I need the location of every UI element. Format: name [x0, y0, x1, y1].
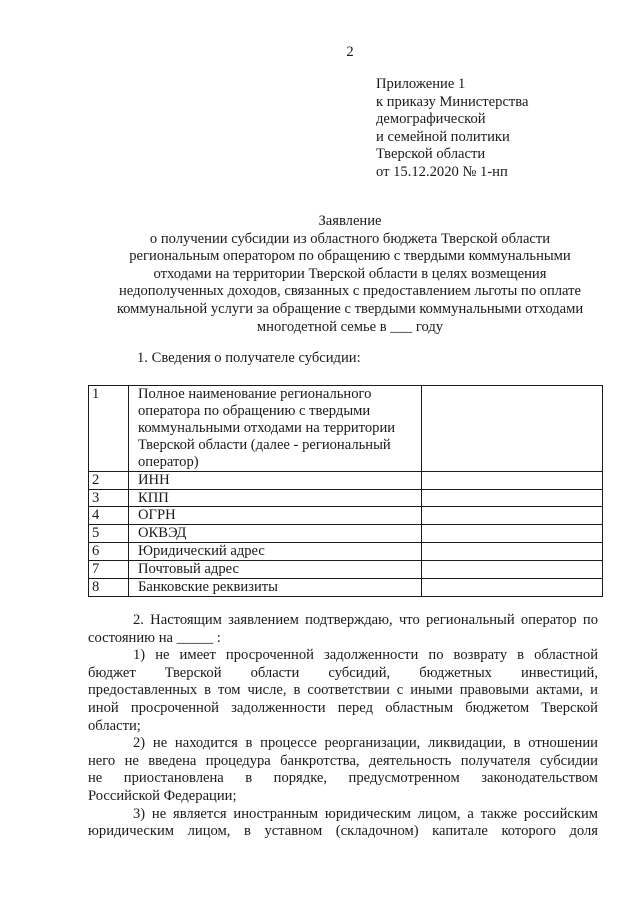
table-row — [89, 489, 603, 507]
table-row — [89, 561, 603, 579]
body-line: бюджет Тверской области субсидий, бюджетных инвестиций, — [88, 664, 598, 681]
row-field-name — [129, 386, 422, 472]
section1-heading: 1. Сведения о получателе субсидии: — [137, 350, 361, 366]
body-line: 2) не находится в процессе реорганизации, ликвидации, в отношении — [133, 735, 598, 752]
field-name-line: КПП — [138, 489, 169, 506]
row-number: 7 — [89, 561, 129, 579]
row-field-name — [129, 525, 422, 543]
appendix-block — [376, 76, 528, 182]
row-field-value — [422, 386, 603, 472]
title-line: коммунальной услуги за обращение с твердыми коммунальными отходами — [116, 300, 584, 317]
row-field-value — [422, 489, 603, 507]
body-line: не приостановлена в порядке, предусмотренном законодательством — [88, 770, 598, 787]
row-field-value — [422, 507, 603, 525]
row-field-name — [129, 507, 422, 525]
body-line: состоянию на _____ : — [88, 629, 221, 646]
field-name-line: ИНН — [138, 471, 170, 488]
appendix-line: к приказу Министерства — [376, 93, 529, 110]
title-line: Заявление — [318, 213, 382, 229]
body-line: 2. Настоящим заявлением подтверждаю, что региональный оператор по — [133, 612, 598, 628]
field-name-line: ОГРН — [138, 507, 176, 524]
appendix-line: Приложение 1 — [376, 76, 466, 92]
body-line: области; — [88, 717, 141, 734]
field-name-line: Почтовый адрес — [138, 561, 239, 578]
row-field-name — [129, 561, 422, 579]
row-number: 1 — [89, 386, 129, 472]
table-row — [89, 543, 603, 561]
field-name-line: оператора по обращению с твердыми — [138, 402, 371, 419]
body-line: юридическим лицом, в уставном (складочном) капитале которого доля — [88, 823, 598, 840]
row-field-value — [422, 561, 603, 579]
row-number: 8 — [89, 579, 129, 597]
page-number: 2 — [346, 44, 354, 60]
row-field-value — [422, 543, 603, 561]
body-line: предоставленных в том числе, в соответствии с иными правовыми актами, и — [88, 682, 598, 699]
recipient-info-table — [88, 385, 603, 597]
body-line: 1) не имеет просроченной задолженности по возврату в областной — [133, 647, 598, 664]
appendix-line: и семейной политики — [376, 128, 510, 145]
document-title — [98, 213, 602, 336]
body-text — [88, 612, 598, 841]
table-row — [89, 386, 603, 472]
row-number: 2 — [89, 471, 129, 489]
row-field-name — [129, 471, 422, 489]
row-number: 5 — [89, 525, 129, 543]
appendix-line: демографической — [376, 111, 486, 128]
title-line: многодетной семье в ___ году — [256, 318, 444, 335]
body-line: Российской Федерации; — [88, 787, 237, 804]
row-field-name — [129, 543, 422, 561]
body-line: иной просроченной задолженности перед областным бюджетом Тверской — [88, 699, 598, 716]
title-line: о получении субсидии из областного бюджета Тверской области — [149, 230, 551, 247]
row-number: 6 — [89, 543, 129, 561]
title-line: региональным оператором по обращению с твердыми коммунальными — [129, 248, 571, 265]
body-line: него не введена процедура банкротства, деятельность получателя субсидии — [88, 752, 598, 769]
row-field-value — [422, 579, 603, 597]
field-name-line: оператор) — [138, 453, 199, 470]
appendix-line: Тверской области — [376, 146, 486, 163]
appendix-line: от 15.12.2020 № 1-нп — [376, 163, 508, 180]
table-row — [89, 579, 603, 597]
title-line: отходами на территории Тверской области в целях возмещения — [153, 265, 547, 282]
body-line: 3) не является иностранным юридическим лицом, а также российским — [133, 805, 598, 822]
field-name-line: Полное наименование регионального — [138, 386, 372, 402]
row-field-name — [129, 489, 422, 507]
table-row — [89, 507, 603, 525]
field-name-line: ОКВЭД — [138, 525, 187, 542]
field-name-line: Тверской области (далее - региональный — [138, 436, 391, 453]
row-field-value — [422, 525, 603, 543]
field-name-line: коммунальными отходами на территории — [138, 419, 396, 436]
row-field-value — [422, 471, 603, 489]
row-number: 4 — [89, 507, 129, 525]
field-name-line: Юридический адрес — [138, 543, 265, 560]
field-name-line: Банковские реквизиты — [138, 579, 278, 596]
row-field-name — [129, 579, 422, 597]
title-line: недополученных доходов, связанных с предоставлением льготы по оплате — [118, 283, 582, 300]
row-number: 3 — [89, 489, 129, 507]
table-row — [89, 525, 603, 543]
table-row — [89, 471, 603, 489]
